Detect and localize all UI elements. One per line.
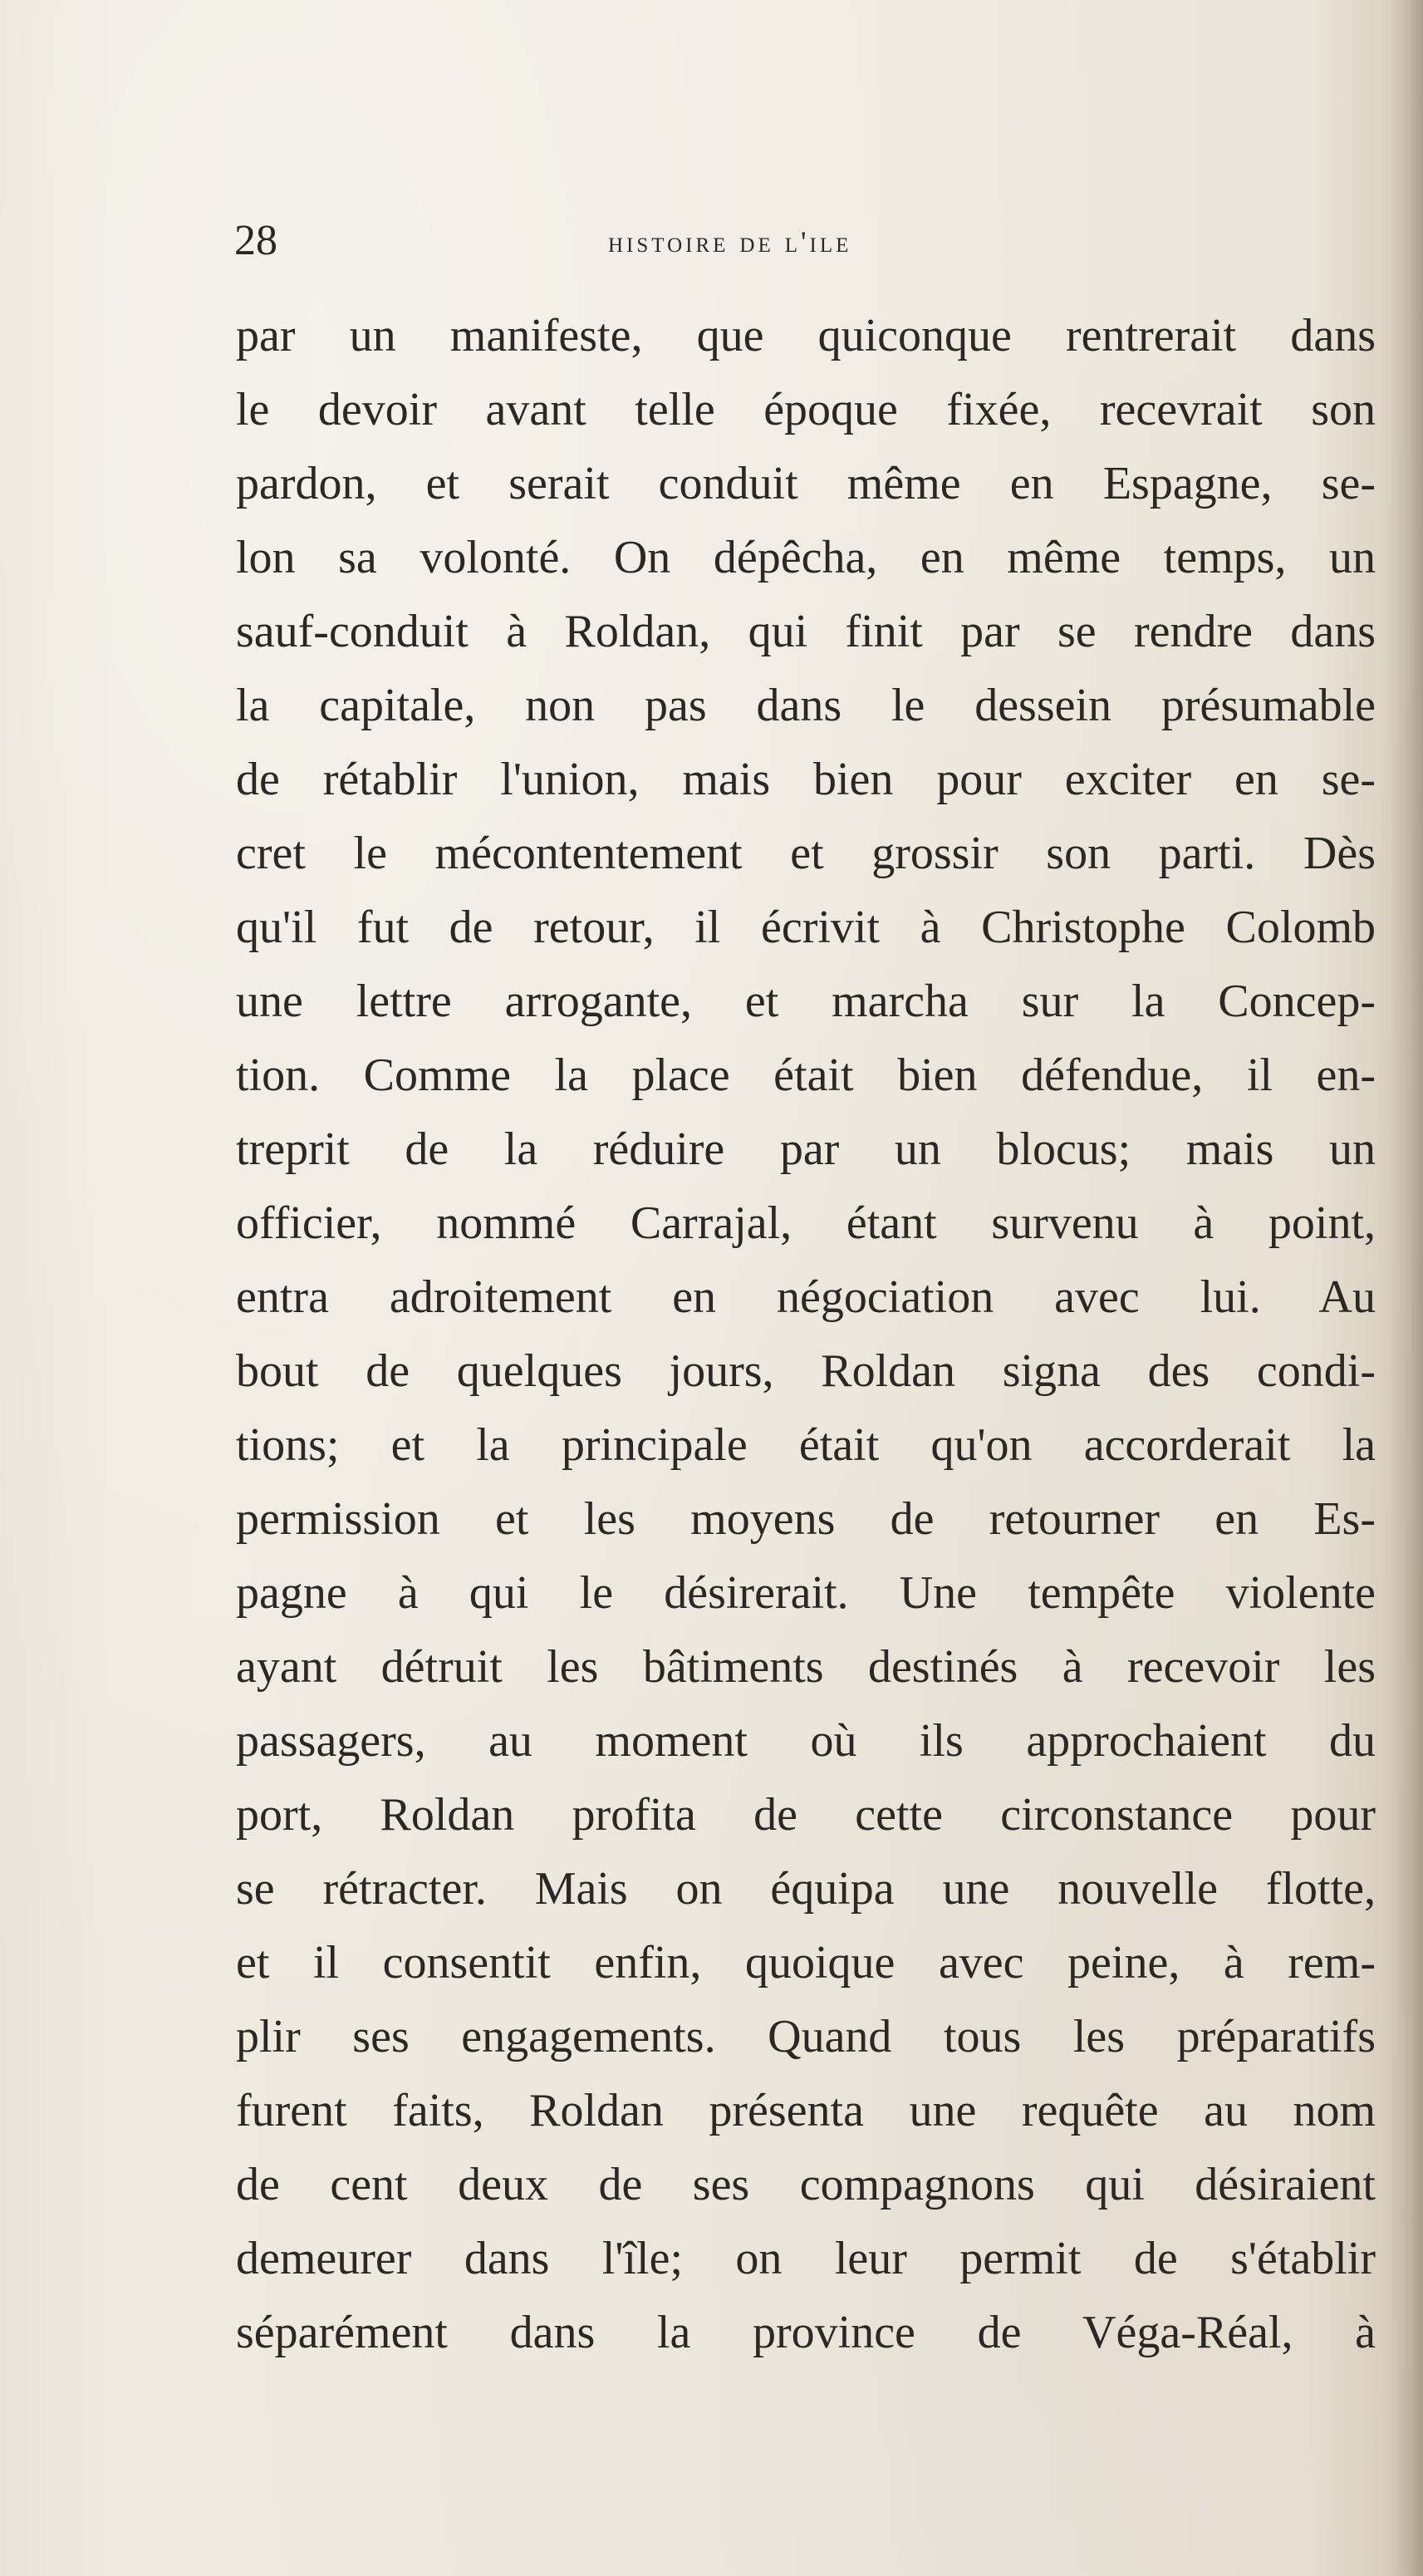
text-line: séparément dans la province de Véga-Réal, à bbox=[236, 2307, 1376, 2358]
text-line: bout de quelques jours, Roldan signa des condi- bbox=[236, 1345, 1376, 1397]
text-line: pardon, et serait conduit même en Espagne, se- bbox=[236, 458, 1376, 509]
body-text bbox=[236, 299, 1376, 2370]
text-line: qu'il fut de retour, il écrivit à Christophe Colomb bbox=[236, 902, 1376, 953]
text-line: pagne à qui le désirerait. Une tempête violente bbox=[236, 1567, 1376, 1619]
text-line: tion. Comme la place était bien défendue, il en- bbox=[236, 1050, 1376, 1101]
running-head bbox=[234, 212, 1381, 270]
text-line: de rétablir l'union, mais bien pour exciter en se- bbox=[236, 754, 1376, 805]
text-line: entra adroitement en négociation avec lui. Au bbox=[236, 1271, 1376, 1323]
text-line: permission et les moyens de retourner en Es- bbox=[236, 1493, 1376, 1545]
text-line: se rétracter. Mais on équipa une nouvelle flotte, bbox=[236, 1863, 1376, 1915]
text-line: par un manifeste, que quiconque rentrerait dans bbox=[236, 310, 1376, 361]
text-line: passagers, au moment où ils approchaient du bbox=[236, 1715, 1376, 1767]
text-line: et il consentit enfin, quoique avec peine, à rem- bbox=[236, 1937, 1376, 1989]
text-line: demeurer dans l'île; on leur permit de s'établir bbox=[236, 2233, 1376, 2284]
text-line: la capitale, non pas dans le dessein présumable bbox=[236, 680, 1376, 731]
text-line: plir ses engagements. Quand tous les préparatifs bbox=[236, 2011, 1376, 2062]
text-line: lon sa volonté. On dépêcha, en même temps, un bbox=[236, 532, 1376, 583]
page-number: 28 bbox=[234, 217, 277, 264]
page-edge-shadow bbox=[1390, 0, 1423, 2576]
text-line: tions; et la principale était qu'on accorderait la bbox=[236, 1419, 1376, 1471]
text-line: une lettre arrogante, et marcha sur la Concep- bbox=[236, 976, 1376, 1027]
text-line: sauf-conduit à Roldan, qui finit par se rendre dans bbox=[236, 606, 1376, 657]
running-title: histoire de l'ile bbox=[608, 225, 852, 258]
text-line: port, Roldan profita de cette circonstance pour bbox=[236, 1789, 1376, 1841]
text-line: le devoir avant telle époque fixée, recevrait son bbox=[236, 384, 1376, 435]
text-line: ayant détruit les bâtiments destinés à recevoir les bbox=[236, 1641, 1376, 1693]
text-line: de cent deux de ses compagnons qui désiraient bbox=[236, 2159, 1376, 2210]
text-line: cret le mécontentement et grossir son parti. Dès bbox=[236, 828, 1376, 879]
text-line: officier, nommé Carrajal, étant survenu à point, bbox=[236, 1197, 1376, 1249]
text-line: treprit de la réduire par un blocus; mais un bbox=[236, 1123, 1376, 1175]
text-line: furent faits, Roldan présenta une requête au nom bbox=[236, 2085, 1376, 2136]
